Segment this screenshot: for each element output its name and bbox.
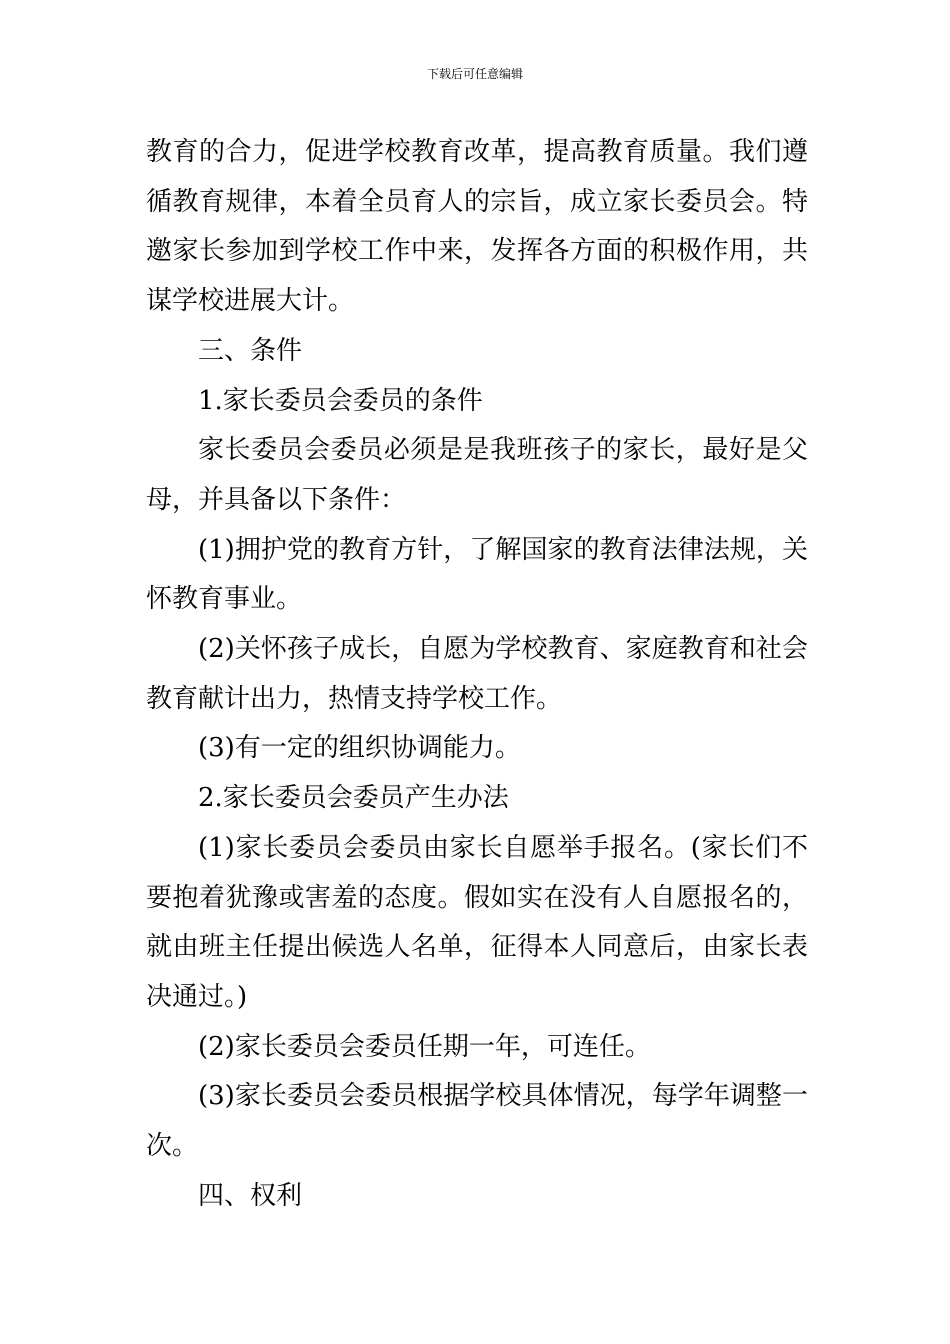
paragraph-member-requirements: 家长委员会委员必须是是我班孩子的家长，最好是父母，并具备以下条件： bbox=[146, 435, 808, 515]
subheading-selection-method: 2.家长委员会委员产生办法 bbox=[198, 783, 509, 814]
document-body bbox=[146, 128, 808, 1221]
page-header-note: 下载后可任意编辑 bbox=[426, 67, 523, 81]
subheading-member-conditions: 1.家长委员会委员的条件 bbox=[198, 385, 483, 416]
list-item-condition-1: (1)拥护党的教育方针，了解国家的教育法律法规，关怀教育事业。 bbox=[146, 534, 808, 615]
paragraph-intro-continued: 教育的合力，促进学校教育改革，提高教育质量。我们遵循教育规律，本着全员育人的宗旨，成立家长委员会。特邀家长参加到学校工作中来，发挥各方面的积极作用，共谋学校进展大计。 bbox=[146, 137, 808, 317]
list-item-method-1: (1)家长委员会委员由家长自愿举手报名。(家长们不要抱着犹豫或害羞的态度。假如实在没有人自愿报名的，就由班主任提出候选人名单，征得本人同意后，由家长表决通过。) bbox=[146, 832, 808, 1012]
list-item-method-2: (2)家长委员会委员任期一年，可连任。 bbox=[198, 1031, 651, 1062]
list-item-condition-3: (3)有一定的组织协调能力。 bbox=[198, 733, 521, 764]
list-item-method-3: (3)家长委员会委员根据学校具体情况，每学年调整一次。 bbox=[146, 1081, 808, 1162]
section-heading-rights: 四、权利 bbox=[198, 1180, 303, 1211]
section-heading-conditions: 三、条件 bbox=[198, 335, 303, 366]
list-item-condition-2: (2)关怀孩子成长，自愿为学校教育、家庭教育和社会教育献计出力，热情支持学校工作。 bbox=[146, 634, 808, 714]
